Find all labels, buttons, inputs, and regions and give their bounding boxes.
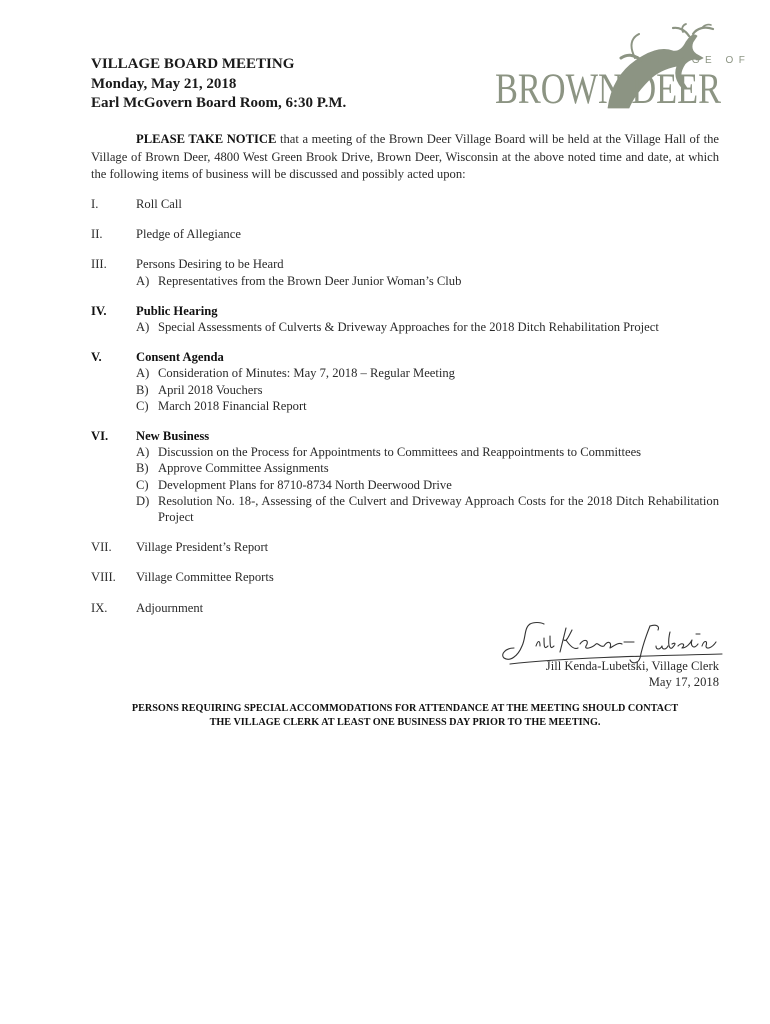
agenda-subitem-letter: A) <box>136 320 150 335</box>
agenda-item-number: IV. <box>91 303 107 318</box>
agenda-item-body <box>136 196 719 212</box>
agenda-item <box>91 600 719 616</box>
agenda-subitem-letter: B) <box>136 461 149 476</box>
agenda-item <box>91 303 719 335</box>
agenda-subitem <box>136 398 719 414</box>
agenda-item-title: Persons Desiring to be Heard <box>136 257 284 272</box>
agenda-item <box>91 428 719 525</box>
agenda-item-number: V. <box>91 350 102 365</box>
agenda-subitem-text: Representatives from the Brown Deer Junior Woman’s Club <box>158 273 462 288</box>
agenda-item-number: IX. <box>91 600 108 615</box>
agenda-subitem <box>136 319 719 335</box>
agenda-item-body <box>136 349 719 414</box>
agenda-item-number: VI. <box>91 429 109 444</box>
agenda-item-title: New Business <box>136 429 210 444</box>
agenda-subitem <box>136 477 719 493</box>
agenda-item-body <box>136 539 719 555</box>
agenda-item-title: Village Committee Reports <box>136 570 274 585</box>
agenda-item <box>91 256 719 288</box>
agenda-item <box>91 569 719 585</box>
brown-deer-logo <box>493 24 751 113</box>
agenda-item-body <box>136 428 719 525</box>
signature-caption <box>546 658 719 690</box>
agenda-subitem-letter: C) <box>136 477 149 492</box>
clerk-name-title: Jill Kenda-Lubetski, Village Clerk <box>545 659 719 673</box>
agenda-subitem <box>136 273 719 289</box>
agenda-item-title: Adjournment <box>136 600 204 615</box>
meeting-location: Earl McGovern Board Room, 6:30 P.M. <box>91 95 347 111</box>
agenda-item-title: Public Hearing <box>136 303 218 318</box>
agenda-subitem-text: Consideration of Minutes: May 7, 2018 – Regular Meeting <box>158 366 455 381</box>
agenda-item-body <box>136 256 719 288</box>
agenda-item-title: Consent Agenda <box>136 350 224 365</box>
accommodations-notice <box>91 702 719 730</box>
footer-line-2: THE VILLAGE CLERK AT LEAST ONE BUSINESS DAY PRIOR TO THE MEETING. <box>209 717 601 728</box>
agenda-item-body <box>136 226 719 242</box>
logo-small-text: VILLAGE OF <box>637 55 751 66</box>
agenda-subitem-letter: A) <box>136 366 150 381</box>
signature-date: May 17, 2018 <box>648 675 719 689</box>
agenda-item-title: Pledge of Allegiance <box>136 227 241 242</box>
agenda-item <box>91 226 719 242</box>
signature-block <box>500 618 722 689</box>
agenda-item-title: Village President’s Report <box>136 540 269 555</box>
agenda-subitem-letter: A) <box>136 273 150 288</box>
agenda-subitem <box>136 493 719 525</box>
agenda-subitem-letter: B) <box>136 382 149 397</box>
agenda-subitem-text: March 2018 Financial Report <box>158 398 307 413</box>
notice-lead: PLEASE TAKE NOTICE <box>136 132 277 146</box>
agenda-subitem-text: Development Plans for 8710-8734 North Deerwood Drive <box>158 477 452 492</box>
agenda-item <box>91 196 719 212</box>
meeting-date: Monday, May 21, 2018 <box>91 75 237 92</box>
agenda-item-body <box>136 600 719 616</box>
meeting-header <box>91 55 346 114</box>
agenda-subitem-text: Discussion on the Process for Appointments to Committees and Reappointments to Committees <box>158 445 642 460</box>
agenda-item-number: VII. <box>91 540 112 555</box>
agenda-subitem <box>136 460 719 476</box>
meeting-notice <box>91 131 719 184</box>
agenda-subitem-text: Resolution No. 18-, Assessing of the Culvert and Driveway Approach Costs for the 2018 Ditch Rehabilitation Project <box>158 493 719 525</box>
meeting-title: VILLAGE BOARD MEETING <box>91 56 295 72</box>
agenda-item <box>91 349 719 414</box>
agenda-item-body <box>136 569 719 585</box>
notice-text: that a meeting of the Brown Deer Village Board will be held at the Village Hall of the Village of Brown Deer, 4800 West Green Brook Drive, Brown Deer, Wisconsin at the above noted time and date, at which the following items of business will be discussed and possibly acted upon: <box>91 132 719 181</box>
agenda-subitem <box>136 444 719 460</box>
agenda-subitem <box>136 365 719 381</box>
agenda-item-number: II. <box>91 227 103 242</box>
agenda-subitem-letter: A) <box>136 445 150 460</box>
agenda-item-title: Roll Call <box>136 197 182 211</box>
agenda-item-number: VIII. <box>91 570 116 585</box>
agenda-subitem-text: Special Assessments of Culverts & Driveway Approaches for the 2018 Ditch Rehabilitation Project <box>158 320 659 335</box>
agenda-list <box>91 196 719 630</box>
agenda-item-body <box>136 303 719 335</box>
agenda-subitem-letter: C) <box>136 398 149 413</box>
footer-line-1: PERSONS REQUIRING SPECIAL ACCOMMODATIONS FOR ATTENDANCE AT THE MEETING SHOULD CONTACT <box>131 703 679 714</box>
agenda-item <box>91 539 719 555</box>
agenda-item-number: III. <box>91 257 107 272</box>
agenda-subitem-text: April 2018 Vouchers <box>158 382 263 397</box>
agenda-subitem <box>136 382 719 398</box>
logo-main-text: BROWN DEER <box>495 66 722 113</box>
agenda-subitem-text: Approve Committee Assignments <box>158 461 329 476</box>
agenda-item-number: I. <box>91 197 99 211</box>
agenda-subitem-letter: D) <box>136 493 150 508</box>
